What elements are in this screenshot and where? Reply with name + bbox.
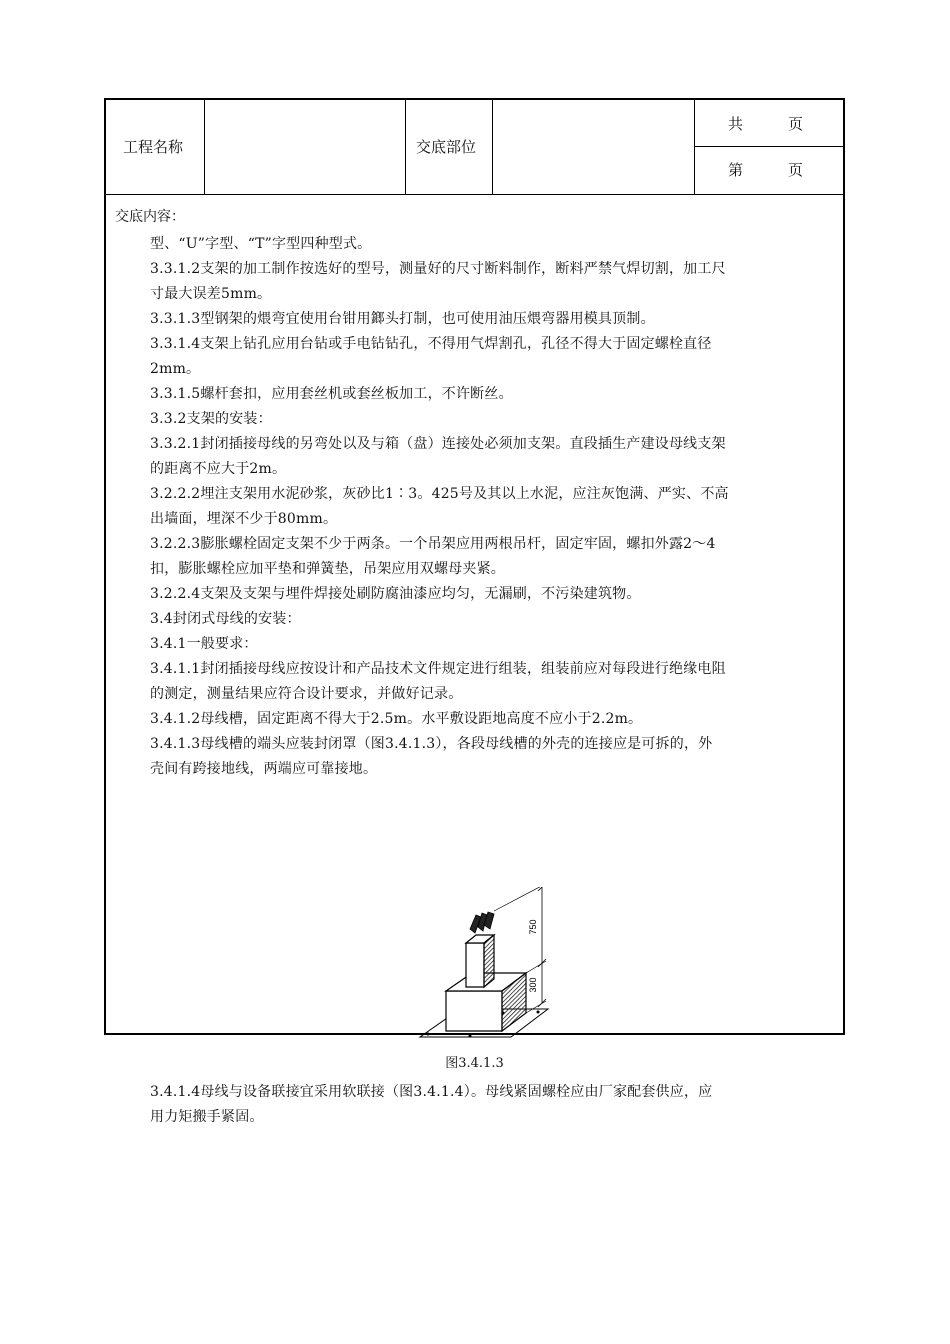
content-line: 出墙面，埋深不少于80mm。 xyxy=(150,511,338,527)
content-line: 用力矩搬手紧固。 xyxy=(150,1109,264,1125)
content-line: 3.4.1.2母线槽，固定距离不得大于2.5m。水平敷设距地高度不应小于2.2m。 xyxy=(150,711,643,727)
content-line: 2mm。 xyxy=(150,361,201,377)
content-line: 3.4.1.1封闭插接母线应按设计和产品技术文件规定进行组装，组装前应对每段进行绝缘电阻 xyxy=(150,661,726,677)
content-lines xyxy=(150,232,840,782)
dimension-upper: 750 xyxy=(528,919,538,935)
content-line: 3.2.2.3膨胀螺栓固定支架不少于两条。一个吊架应用两根吊杆，固定牢固，螺扣外露2～4 xyxy=(150,536,716,552)
content-line: 3.2.2.2埋注支架用水泥砂浆，灰砂比1∶3。425号及其以上水泥，应注灰饱满、严实、不高 xyxy=(150,486,729,502)
content-line: 3.2.2.4支架及支架与埋件焊接处刷防腐油漆应均匀，无漏刷，不污染建筑物。 xyxy=(150,586,641,602)
content-line: 3.4.1.3母线槽的端头应装封闭罩（图3.4.1.3），各段母线槽的外壳的连接应是可拆的，外 xyxy=(150,736,713,752)
header-row xyxy=(106,100,843,195)
disclosure-sheet xyxy=(104,98,845,1125)
divider xyxy=(492,100,493,194)
total-pages: 共 页 xyxy=(728,115,804,133)
content-line: 壳间有跨接地线，两端应可靠接地。 xyxy=(150,761,378,777)
content-lines-after-figure xyxy=(150,1080,840,1130)
content-line: 寸最大误差5mm。 xyxy=(150,286,272,302)
location-label: 交底部位 xyxy=(416,138,477,156)
busway-end-cap-figure xyxy=(418,887,558,1047)
divider xyxy=(204,100,205,194)
content-line: 3.4.1.4母线与设备联接宜采用软联接（图3.4.1.4）。母线紧固螺栓应由厂家配套供应，应 xyxy=(150,1084,713,1100)
content-line: 的测定，测量结果应符合设计要求，并做好记录。 xyxy=(150,686,463,702)
content-label: 交底内容： xyxy=(115,209,185,225)
project-name-label: 工程名称 xyxy=(123,138,184,156)
content-line: 3.3.1.4支架上钻孔应用台钻或手电钻钻孔，不得用气焊割孔，孔径不得大于固定螺栓直径 xyxy=(150,336,712,352)
divider xyxy=(405,100,406,194)
content-line: 扣，膨胀螺栓应加平垫和弹簧垫，吊架应用双螺母夹紧。 xyxy=(150,561,505,577)
content-line: 3.3.1.2支架的加工制作按选好的型号，测量好的尺寸断料制作，断料严禁气焊切割，加工尺 xyxy=(150,261,726,277)
page-number: 第 页 xyxy=(728,161,804,179)
figure-caption: 图3.4.1.3 xyxy=(445,1056,504,1071)
content-line: 3.4.1一般要求： xyxy=(150,636,258,652)
content-line: 3.4封闭式母线的安装： xyxy=(150,611,301,627)
divider xyxy=(694,146,843,147)
divider xyxy=(694,100,695,194)
content-line: 3.3.2支架的安装： xyxy=(150,411,272,427)
content-line: 3.3.2.1封闭插接母线的另弯处以及与箱（盘）连接处必须加支架。直段插生产建设母线支架 xyxy=(150,436,726,452)
content-line: 3.3.1.5螺杆套扣，应用套丝机或套丝板加工，不许断丝。 xyxy=(150,386,513,402)
content-line: 3.3.1.3型钢架的煨弯宜使用台钳用鎯头打制，也可使用油压煨弯器用模具顶制。 xyxy=(150,311,655,327)
dimension-lower: 300 xyxy=(528,977,538,993)
content-line: 的距离不应大于2m。 xyxy=(150,461,287,477)
content-line: 型、“U”字型、“T”字型四种型式。 xyxy=(150,236,372,252)
